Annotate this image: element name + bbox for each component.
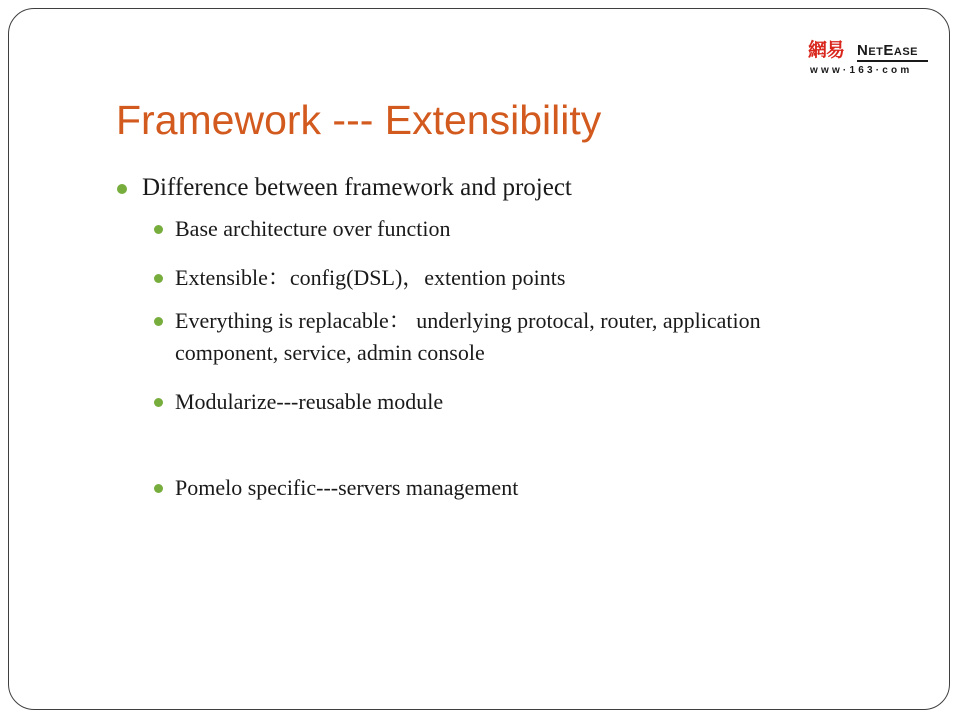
bullet-text: Base architecture over function: [175, 216, 451, 241]
sub-bullet-item: [175, 213, 855, 245]
logo-chinese-text: 網易: [808, 39, 845, 61]
slide-frame: [8, 8, 950, 710]
bullet-dot: [154, 274, 163, 283]
logo-brand-text: NetEase: [857, 42, 919, 59]
bullet-text: Everything is replacable： underlying protocal, router, application component, service, admin console: [175, 308, 761, 365]
bullet-text: Pomelo specific---servers management: [175, 475, 519, 500]
sub-bullet-item: [175, 472, 855, 504]
sub-bullet-item: [175, 305, 855, 369]
bullet-text: Extensible：config(DSL)，extention points: [175, 265, 566, 290]
sub-bullet-item: [175, 386, 855, 418]
bullet-dot: [154, 225, 163, 234]
sub-bullet-item: [175, 262, 855, 294]
bullet-text: Modularize---reusable module: [175, 389, 444, 414]
bullet-dot: [154, 317, 163, 326]
logo-url-text: www·163·com: [810, 65, 913, 76]
bullet-dot: [154, 398, 163, 407]
bullet-text: Difference between framework and project: [142, 174, 572, 201]
slide-title: Framework --- Extensibility: [116, 97, 602, 143]
bullet-list: [9, 9, 949, 709]
bullet-dot: [154, 484, 163, 493]
bullet-dot: [117, 184, 127, 194]
bullet-item: [142, 172, 572, 204]
